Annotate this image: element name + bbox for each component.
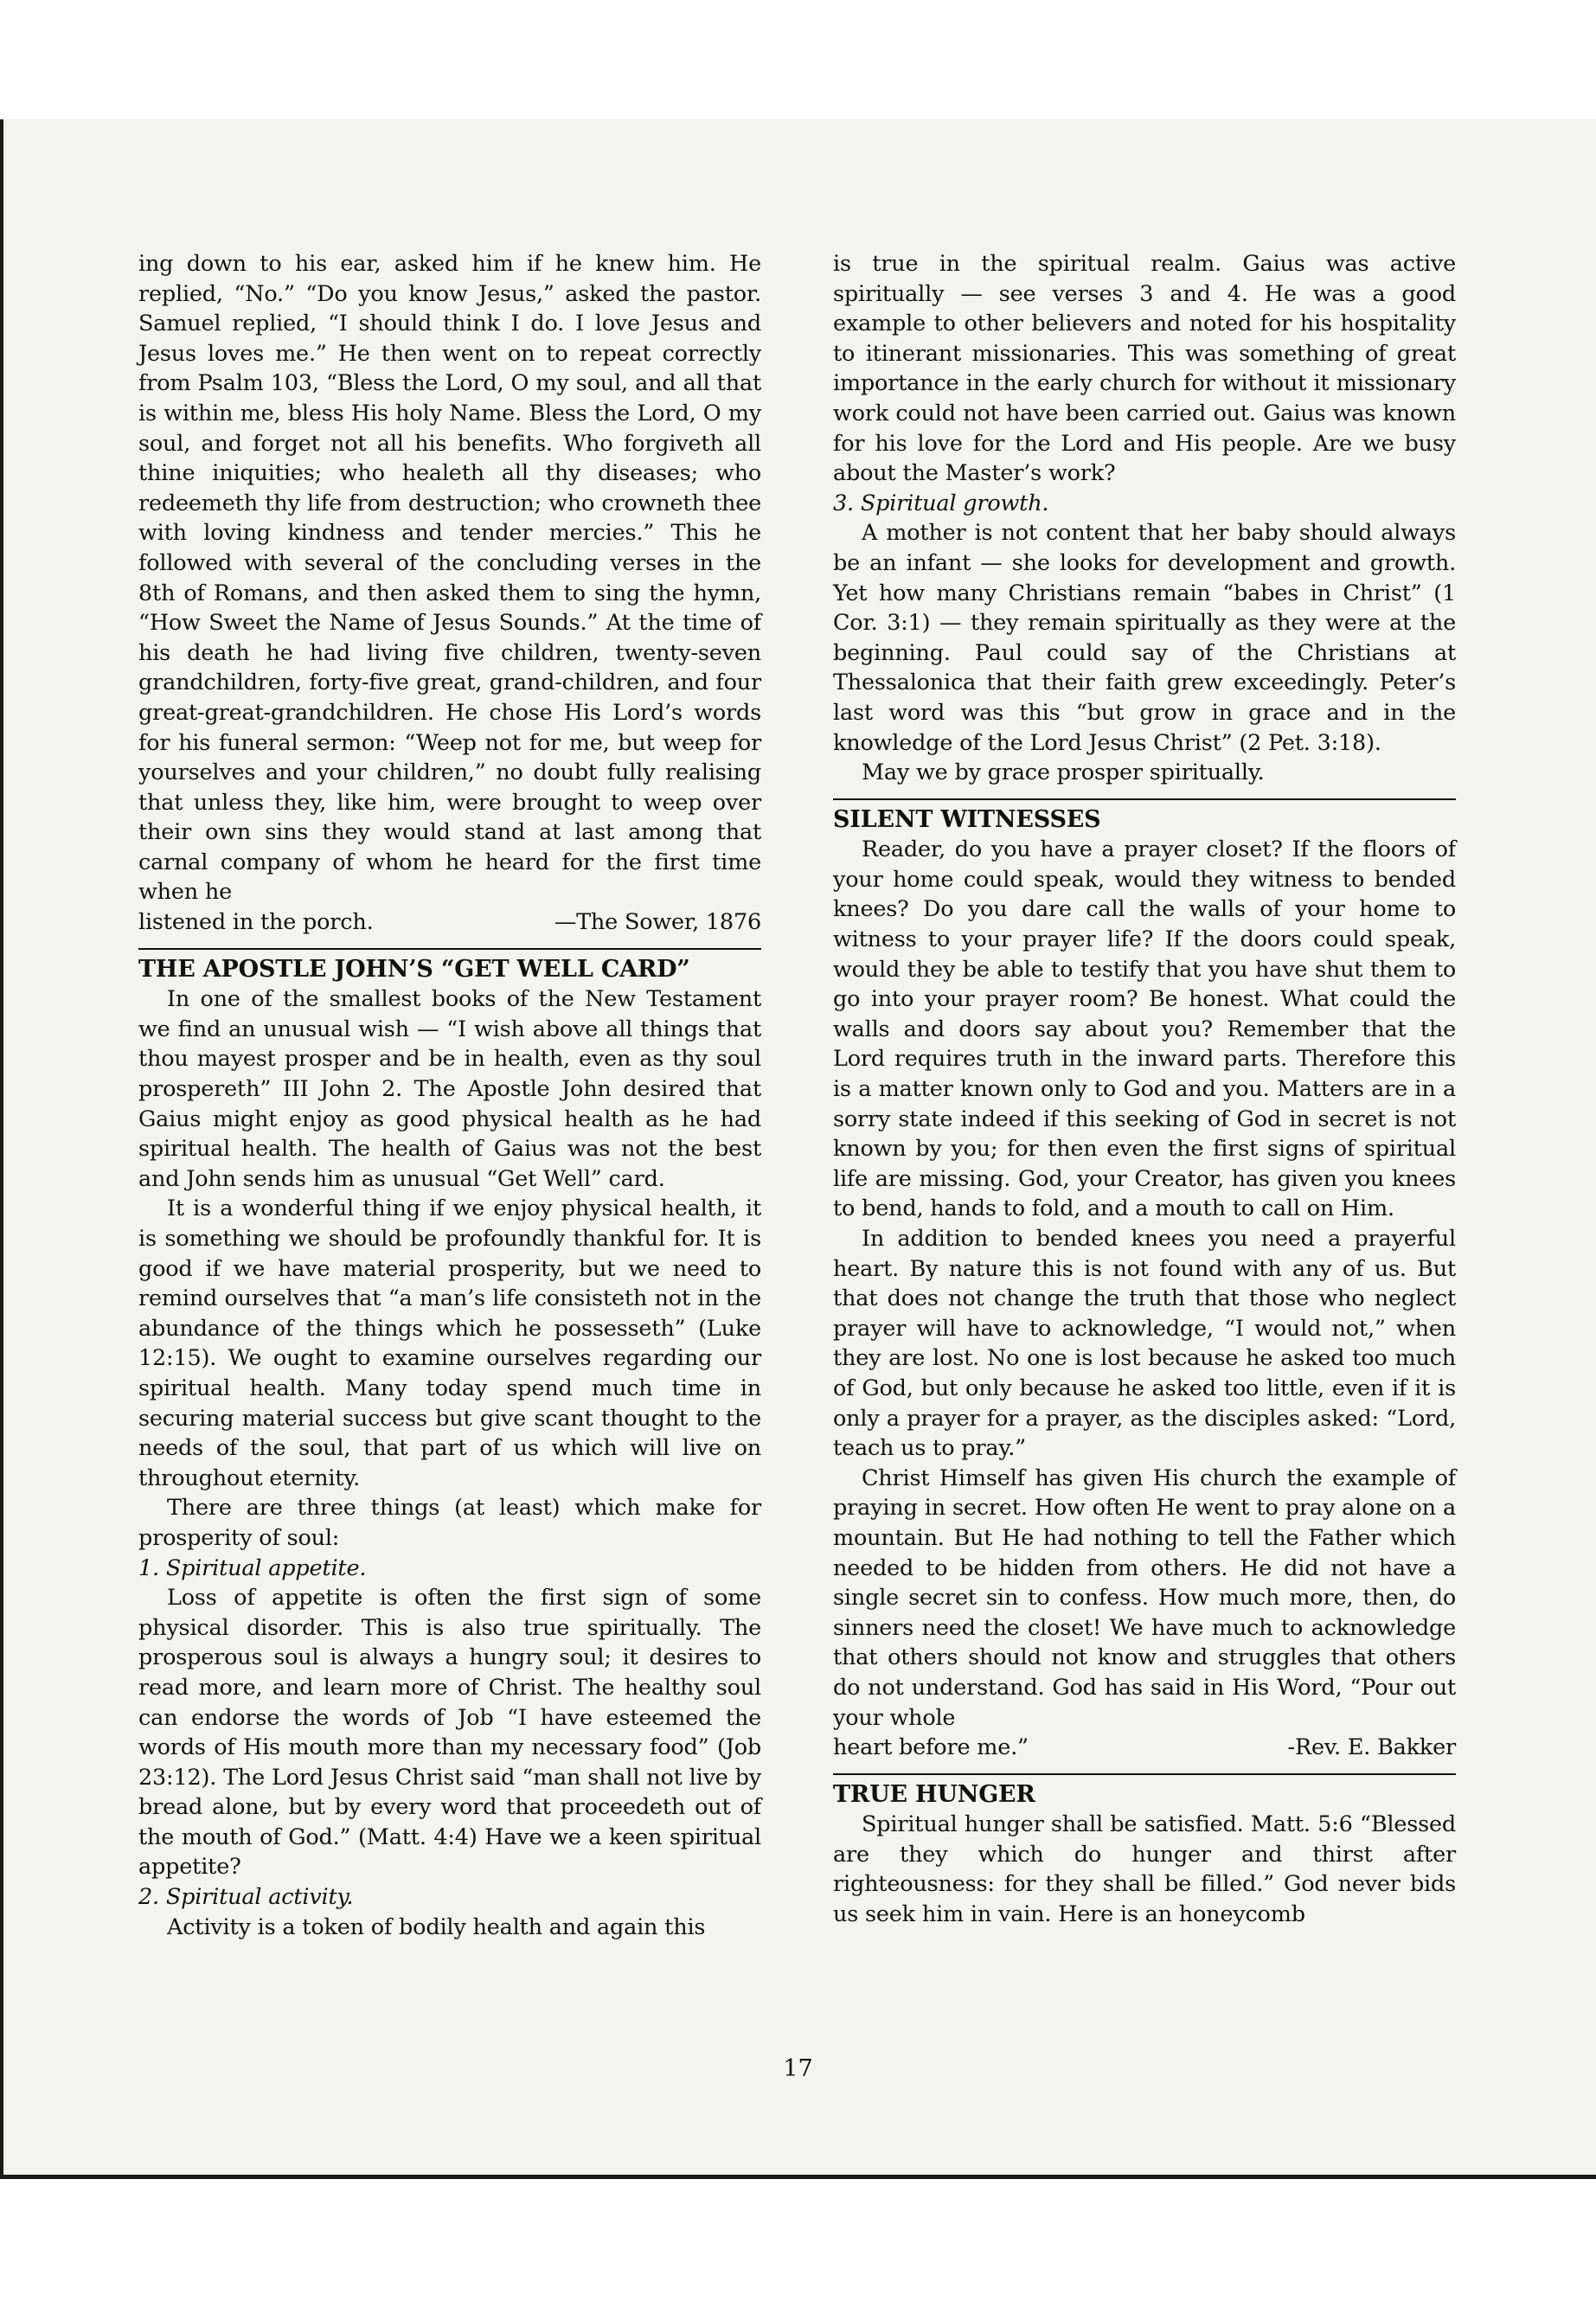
- paragraph: There are three things (at least) which make for prosperity of soul:: [138, 1495, 761, 1551]
- paragraph: Activity is a token of bodily health and again this: [167, 1913, 706, 1940]
- subheading: 2. Spiritual activity.: [138, 1884, 354, 1911]
- paragraph: Loss of appetite is often the first sign of some physical disorder. This is also true spiritually. The prosperous soul is always a hungry soul; it desires to read more, and learn more of Christ. The healthy soul can endorse the words of Job “I have esteemed the words of His mouth more than my necessary food” (Job 23:12). The Lord Jesus Christ said “man shall not live by bread alone, but by every word that proceedeth out of the mouth of God.” (Matt. 4:4) Have we a keen spiritual appetite?: [138, 1585, 761, 1881]
- attribution-line: [833, 1733, 1456, 1763]
- page-number: 17: [783, 2055, 813, 2082]
- paragraph-end: listened in the porch.: [138, 909, 374, 936]
- right-column: [833, 249, 1456, 1930]
- paragraph: is true in the spiritual realm. Gaius was active spiritually — see verses 3 and 4. He was a good example to other believers and noted for his hospitality to itinerant missionaries. This was something of great importance in the early church for without it missionary work could not have been carried out. Gaius was known for his love for the Lord and His people. Are we busy about the Master’s work?: [833, 251, 1456, 487]
- subheading: 3. Spiritual growth.: [833, 490, 1049, 516]
- section-divider: [138, 948, 761, 950]
- scan-edge-bottom: [0, 2175, 1596, 2179]
- paragraph: Spiritual hunger shall be satisfied. Matt. 5:6 “Blessed are they which do hunger and thirst after righteousness: for they shall be filled.” God never bids us seek him in vain. Here is an honeycomb: [833, 1811, 1456, 1928]
- paragraph: A mother is not content that her baby should always be an infant — she looks for development and growth. Yet how many Christians remain “babes in Christ” (1 Cor. 3:1) — they remain spiritually as they were at the beginning. Paul could say of the Christians at Thessalonica that their faith grew exceedingly. Peter’s last word was this “but grow in grace and in the knowledge of the Lord Jesus Christ” (2 Pet. 3:18).: [833, 520, 1456, 756]
- paragraph: May we by grace prosper spiritually.: [862, 760, 1265, 786]
- section-heading: THE APOSTLE JOHN’S “GET WELL CARD”: [138, 955, 690, 983]
- paragraph: In one of the smallest books of the New Testament we find an unusual wish — “I wish above all things that thou mayest prosper and be in health, even as thy soul prospereth” III John 2. The Apostle John desired that Gaius might enjoy as good physical health as he had spiritual health. The health of Gaius was not the best and John sends him as unusual “Get Well” card.: [138, 986, 761, 1192]
- left-column: [138, 249, 761, 1942]
- scan-edge-left: [0, 119, 3, 2178]
- paragraph: ing down to his ear, asked him if he knew him. He replied, “No.” “Do you know Jesus,” asked the pastor. Samuel replied, “I should think I do. I love Jesus and Jesus loves me.” He then went on to repeat correctly from Psalm 103, “Bless the Lord, O my soul, and all that is within me, bless His holy Name. Bless the Lord, O my soul, and forget not all his benefits. Who forgiveth all thine iniquities; who healeth all thy diseases; who redeemeth thy life from destruction; who crowneth thee with loving kindness and tender mercies.” This he followed with several of the concluding verses in the 8th of Romans, and then asked them to sing the hymn, “How Sweet the Name of Jesus Sounds.” At the time of his death he had living five children, twenty-seven grandchildren, forty-five great, grand-children, and four great-great-grandchildren. He chose His Lord’s words for his funeral sermon: “Weep not for me, but weep for yourselves and your children,” no doubt fully realising that unless they, like him, were brought to weep over their own sins they would stand at last among that carnal company of whom he heard for the first time when he: [138, 251, 761, 906]
- attribution-line: [138, 907, 761, 938]
- section-divider: [833, 798, 1456, 800]
- paragraph: It is a wonderful thing if we enjoy physical health, it is something we should be profoundly thankful for. It is good if we have material prosperity, but we need to remind ourselves that “a man’s life consisteth not in the abundance of the things which he possesseth” (Luke 12:15). We ought to examine ourselves regarding our spiritual health. Many today spend much time in securing material success but give scant thought to the needs of the soul, that part of us which will live on throughout eternity.: [138, 1195, 761, 1491]
- source-credit: -Rev. E. Bakker: [1287, 1734, 1456, 1761]
- paragraph-end: heart before me.”: [833, 1734, 1029, 1761]
- paragraph: Reader, do you have a prayer closet? If the floors of your home could speak, would they witness to bended knees? Do you dare call the walls of your home to witness to your prayer life? If the doors could speak, would they be able to testify that you have shut them to go into your prayer room? Be honest. What could the walls and doors say about you? Remember that the Lord requires truth in the inward parts. Therefore this is a matter known only to God and you. Matters are in a sorry state indeed if this seeking of God in secret is not known by you; for then even the first signs of spiritual life are missing. God, your Creator, has given you knees to bend, hands to fold, and a mouth to call on Him.: [833, 836, 1456, 1222]
- paragraph: Christ Himself has given His church the example of praying in secret. How often He went to pray alone on a mountain. But He had nothing to tell the Father which needed to be hidden from others. He did not have a single secret sin to confess. How much more, then, do sinners need the closet! We have much to acknowledge that others should not know and struggles that others do not understand. God has said in His Word, “Pour out your whole: [833, 1465, 1456, 1731]
- section-heading: SILENT WITNESSES: [833, 805, 1101, 833]
- source-credit: —The Sower, 1876: [554, 909, 761, 936]
- section-divider: [833, 1773, 1456, 1775]
- section-heading: TRUE HUNGER: [833, 1780, 1035, 1808]
- paragraph: In addition to bended knees you need a prayerful heart. By nature this is not found with any of us. But that does not change the truth that those who neglect prayer will have to acknowledge, “I would not,” when they are lost. No one is lost because he asked too much of God, but only because he asked too little, even if it is only a prayer for a prayer, as the disciples asked: “Lord, teach us to pray.”: [833, 1226, 1456, 1462]
- subheading: 1. Spiritual appetite.: [138, 1554, 367, 1581]
